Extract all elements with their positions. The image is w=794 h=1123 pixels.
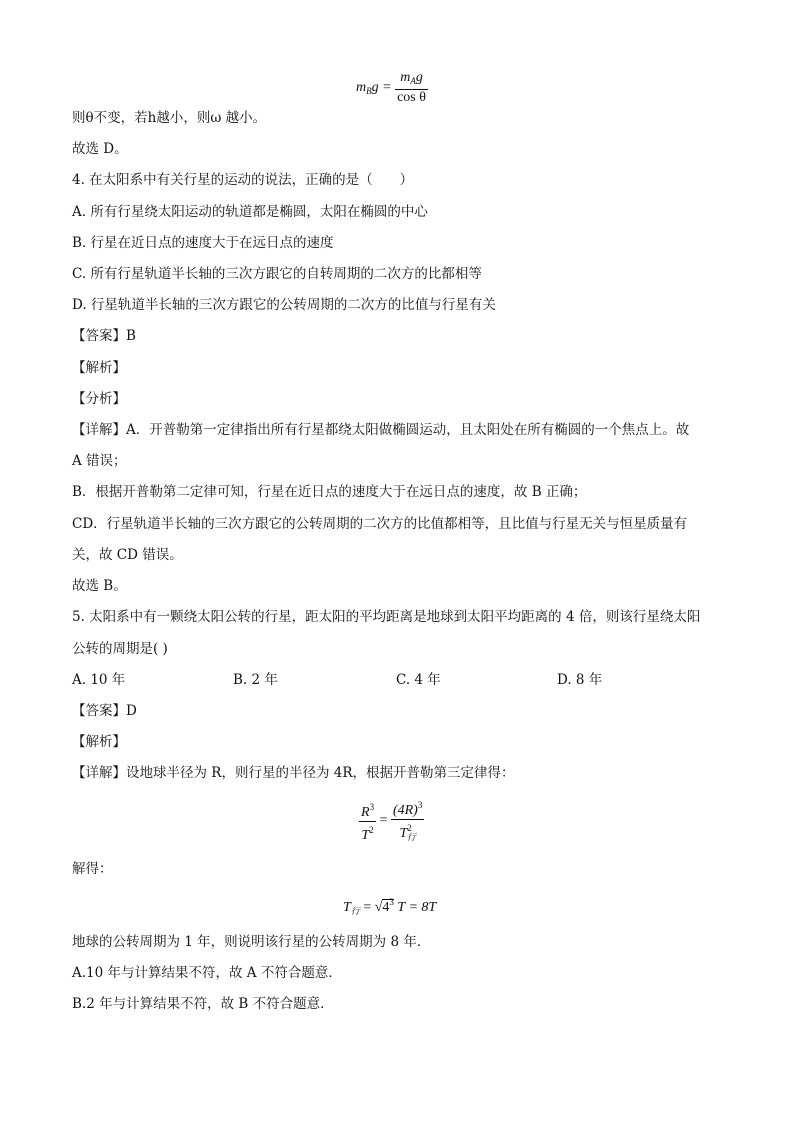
analysis-label: 【解析】 — [72, 734, 126, 750]
formula-text: T — [361, 827, 370, 843]
detail-text: 【详解】A．开普勒第一定律指出所有行星都绕太阳做椭圆运动，且太阳处在所有椭圆的一个焦点上。故 — [72, 422, 690, 438]
detail-text: 故选 B。 — [72, 578, 127, 594]
formula-text: 行 — [406, 832, 416, 842]
detail-text: 关，故 CD 错误。 — [72, 547, 183, 563]
answer-label: 【答案】D — [72, 703, 137, 719]
formula-text: 3 — [417, 800, 423, 810]
option-a: A. 所有行星绕太阳运动的轨道都是椭圆，太阳在椭圆的中心 — [72, 204, 428, 220]
formula-text: 3 — [389, 897, 394, 907]
option-d: D. 行星轨道半长轴的三次方跟它的公转周期的二次方的比值与行星有关 — [72, 297, 496, 313]
text-line: A.10 年与计算结果不符，故 A 不符合题意． — [72, 965, 342, 981]
formula-text: 2 — [407, 823, 412, 833]
fenxi-label: 【分析】 — [72, 391, 126, 407]
text-line: B.2 年与计算结果不符，故 B 不符合题意． — [72, 996, 334, 1012]
text-line: 地球的公转周期为 1 年，则说明该行星的公转周期为 8 年． — [72, 934, 431, 950]
q5-option-d: D. 8 年 — [557, 672, 603, 688]
formula-text: T = 8T — [397, 900, 437, 915]
question-5-cont: 公转的周期是( ) — [72, 641, 168, 657]
formula-text: (4R) — [392, 803, 418, 818]
detail-text: B．根据开普勒第二定律可知，行星在近日点的速度大于在远日点的速度，故 B 正确； — [72, 484, 587, 500]
formula-text: = — [363, 900, 372, 915]
answer-label: 【答案】B — [72, 328, 136, 344]
formula-text: g = — [371, 80, 392, 96]
option-c: C. 所有行星轨道半长轴的三次方跟它的自转周期的二次方的比都相等 — [72, 266, 482, 282]
formula-text: A — [410, 76, 416, 86]
formula-text: R — [361, 804, 370, 820]
formula-text: 3 — [369, 801, 375, 812]
formula-kepler — [359, 797, 424, 845]
formula-text: 行 — [350, 906, 360, 916]
formula-text: 4 — [382, 900, 390, 915]
formula-text: T — [343, 900, 351, 915]
fraction — [391, 797, 424, 845]
formula-text: B — [366, 86, 372, 97]
q5-option-c: C. 4 年 — [396, 672, 441, 688]
formula-text: m — [400, 70, 411, 85]
formula-text: = — [379, 813, 388, 829]
formula-text: T — [399, 826, 408, 841]
fraction — [359, 799, 376, 844]
formula-text: g — [415, 70, 423, 85]
text-line: 故选 D。 — [72, 141, 128, 157]
text-line: 则θ不变，若h越小，则ω 越小。 — [72, 110, 267, 126]
fraction — [395, 70, 428, 106]
question-5: 5. 太阳系中有一颗绕太阳公转的行星，距太阳的平均距离是地球到太阳平均距离的 4 倍，则该行星绕太阳 — [72, 609, 701, 625]
detail-text: CD．行星轨道半长轴的三次方跟它的公转周期的二次方的比值都相等，且比值与行星无关与恒星质量有 — [72, 516, 688, 532]
sqrt-icon: √ — [374, 900, 383, 915]
formula-text: 2 — [369, 824, 374, 835]
q5-option-b: B. 2 年 — [233, 672, 278, 688]
formula-result — [343, 897, 436, 917]
formula-text: cos θ — [397, 90, 426, 105]
detail-text: A 错误； — [72, 453, 127, 469]
q5-option-a: A. 10 年 — [72, 672, 126, 688]
detail-text: 【详解】设地球半径为 R，则行星的半径为 4R，根据开普勒第三定律得： — [72, 765, 515, 781]
text-line: 解得： — [72, 861, 113, 877]
formula-equilibrium — [356, 70, 428, 106]
question-4: 4. 在太阳系中有关行星的运动的说法，正确的是（ ） — [72, 172, 414, 188]
formula-text: m — [356, 80, 367, 96]
option-b: B. 行星在近日点的速度大于在远日点的速度 — [72, 235, 334, 251]
analysis-label: 【解析】 — [72, 360, 126, 376]
